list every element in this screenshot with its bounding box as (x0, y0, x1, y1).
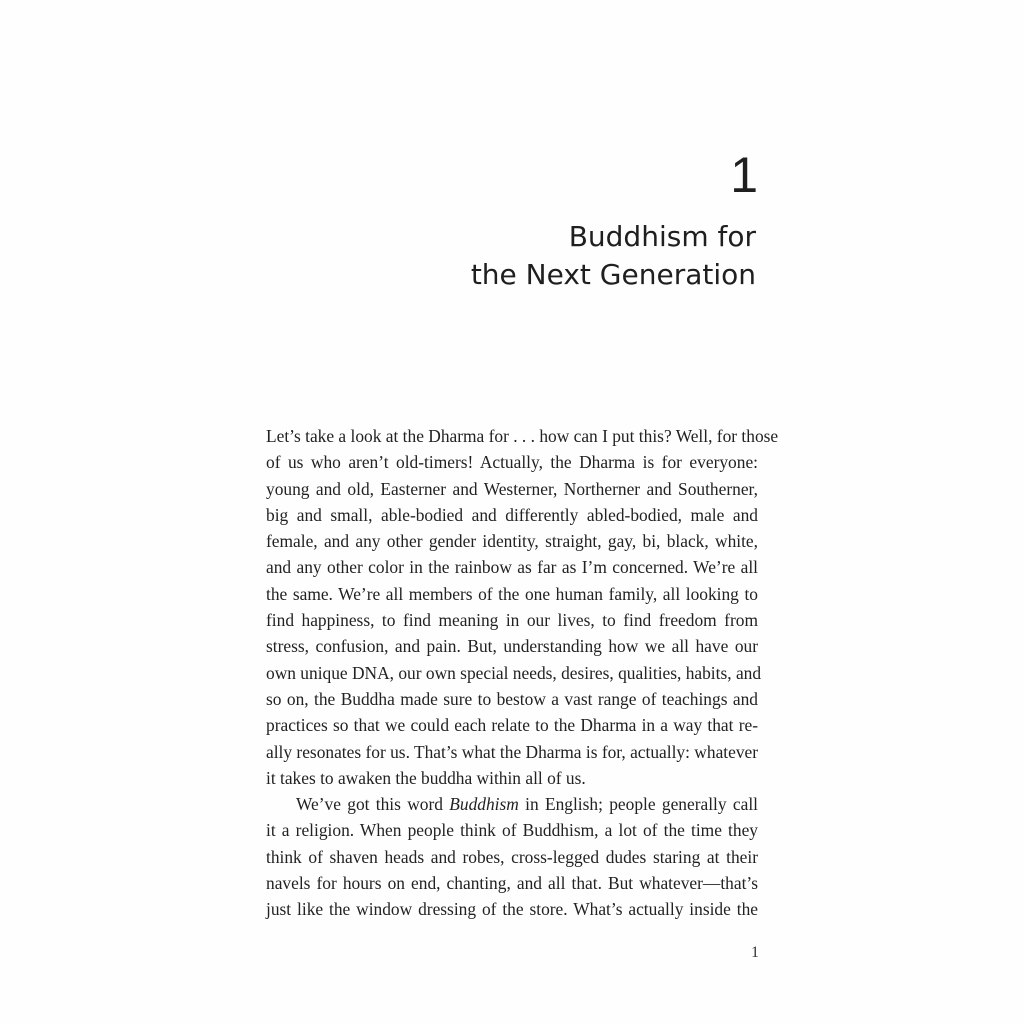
text-line: Let’s take a look at the Dharma for . . . how can I put this? Well, for those (266, 426, 779, 446)
chapter-number: 1 (730, 147, 758, 203)
text-line: young and old, Easterner and Westerner, Northerner and Southerner, (266, 478, 758, 499)
text-line: the same. We’re all members of the one human family, all looking to (266, 583, 758, 604)
text-line: of us who aren’t old-timers! Actually, the Dharma is for everyone: (266, 452, 758, 473)
page-number: 1 (751, 944, 759, 961)
chapter-title (471, 218, 756, 294)
text-line: female, and any other gender identity, straight, gay, bi, black, white, (266, 531, 758, 552)
text-line: just like the window dressing of the store. What’s actually inside the (266, 899, 758, 920)
chapter-title-line: Buddhism for (568, 220, 756, 253)
text-line: navels for hours on end, chanting, and all that. But whatever—that’s (266, 873, 758, 894)
text-run: in English; people generally call (518, 794, 758, 815)
text-line: practices so that we could each relate to the Dharma in a way that re- (266, 715, 758, 736)
text-run: We’ve got this word (296, 794, 450, 815)
text-line: ally resonates for us. That’s what the Dharma is for, actually: whatever (266, 741, 759, 762)
chapter-title-line: the Next Generation (470, 258, 756, 291)
text-line: think of shaven heads and robes, cross-legged dudes staring at their (266, 846, 758, 867)
text-line: find happiness, to find meaning in our lives, to find freedom from (266, 610, 758, 631)
text-line: stress, confusion, and pain. But, understanding how we all have our (266, 636, 758, 657)
text-line: so on, the Buddha made sure to bestow a vast range of teachings and (266, 688, 758, 709)
text-line: big and small, able-bodied and differently abled-bodied, male and (266, 504, 758, 525)
paragraph (266, 423, 779, 791)
paragraph (266, 791, 758, 922)
text-line: and any other color in the rainbow as far as I’m concerned. We’re all (266, 557, 758, 578)
text-line: own unique DNA, our own special needs, desires, qualities, habits, and (266, 662, 762, 683)
text-line (266, 791, 758, 817)
italic-term: Buddhism (449, 794, 519, 815)
text-line: it a religion. When people think of Buddhism, a lot of the time they (266, 820, 758, 841)
text-line: it takes to awaken the buddha within all of us. (266, 767, 586, 788)
body-text (266, 423, 779, 923)
